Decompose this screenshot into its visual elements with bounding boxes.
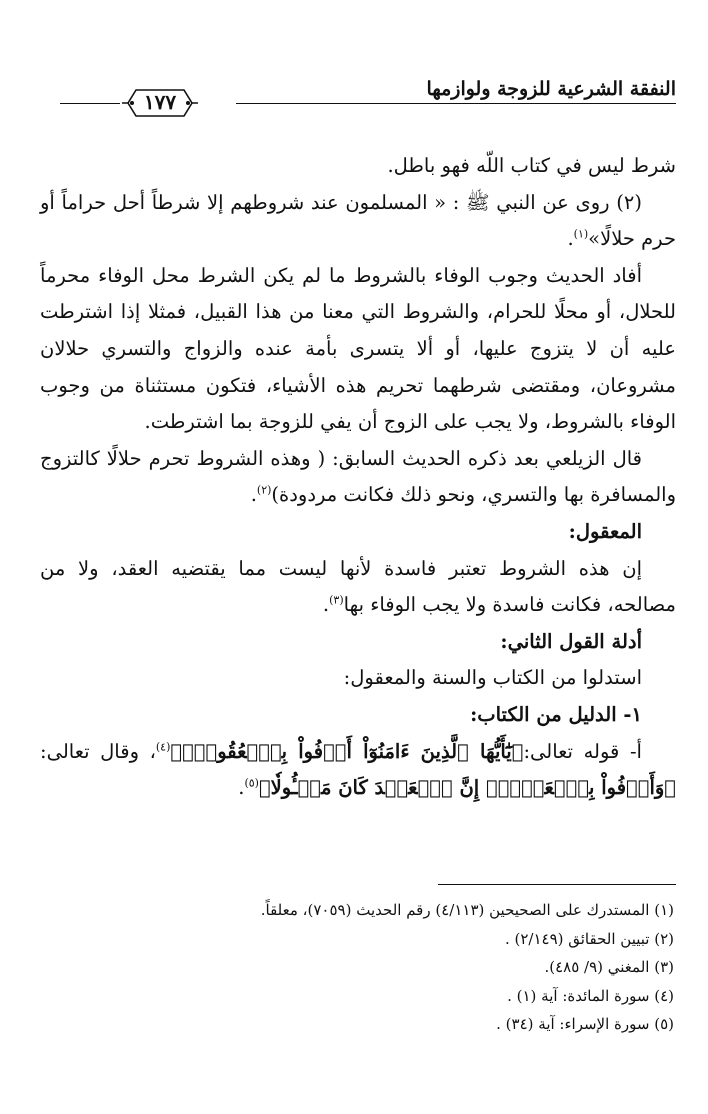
verse-connector: ، وقال تعالى: — [40, 739, 156, 763]
quran-verse: ﴿يَٰٓأَيُّهَا ٱلَّذِينَ ءَامَنُوٓاْ أَوۡفُواْ بِٱلۡعُقُودِۚ﴾ — [170, 739, 524, 763]
footnote-ref: (٤) — [155, 740, 171, 753]
page-number: ١٧٧ — [143, 90, 177, 114]
header-rule-left — [60, 103, 120, 104]
subsection-heading: ١- الدليل من الكتاب: — [470, 702, 642, 726]
paragraph: شرط ليس في كتاب اللّه فهو باطل. — [387, 154, 676, 177]
hadith-text: (٢) روى عن النبي ﷺ : « المسلمون عند شروطهم إلا شرطاً أحل حراماً أو حرم حلالًا» — [40, 190, 676, 251]
paragraph-verses — [40, 734, 676, 807]
quote-text: قال الزيلعي بعد ذكره الحديث السابق: ( وهذه الشروط تحرم حلالًا كالتزوج والمسافرة بها والتسري، ونحو ذلك فكانت مردودة) — [40, 446, 676, 507]
reasoning-text: إن هذه الشروط تعتبر فاسدة لأنها ليست مما يقتضيه العقد، ولا من مصالحه، فكانت فاسدة ولا يجب الوفاء بها — [40, 556, 676, 617]
section-heading: أدلة القول الثاني: — [500, 629, 642, 653]
paragraph-zaylai — [40, 441, 676, 514]
page-number-frame — [118, 86, 202, 120]
footnote: (١) المستدرك على الصحيحين (٤/١١٣) رقم الحديث (٧٠٥٩)، معلقاً. — [260, 901, 674, 919]
punctuation: . — [567, 227, 574, 251]
paragraph-hadith — [40, 185, 676, 258]
main-text — [40, 148, 676, 807]
footnote-ref: (١) — [573, 227, 589, 241]
running-title: النفقة الشرعية للزوجة ولوازمها — [426, 78, 676, 100]
punctuation: . — [250, 483, 257, 507]
footnote-separator — [438, 884, 676, 885]
punctuation: . — [238, 776, 245, 800]
footnote: (٢) تبيين الحقائق (٢/١٤٩) . — [504, 929, 674, 948]
footnote: (٤) سورة المائدة: آية (١) . — [507, 986, 674, 1005]
header-rule — [236, 103, 676, 104]
footnote: (٣) المغني (٩/ ٤٨٥). — [544, 958, 674, 977]
paragraph: أفاد الحديث وجوب الوفاء بالشروط ما لم يكن الشرط محل الوفاء محرماً للحلال، أو محلًا للحرام، والشروط التي معنا من هذا القبيل، فمثلا إذا اشترطت عليه أن لا يتزوج عليها، أو ألا يتسرى بأمة عنده والزواج والتسري حلالان مشروعان، ومقتضى شرطهما تحريم هذه الأشياء، فتكون مستثناة من وجوب الوفاء بالشروط، ولا يجب على الزوج أن يفي للزوجة بما اشترطت. — [40, 263, 676, 434]
section-heading: المعقول: — [568, 519, 642, 543]
paragraph: استدلوا من الكتاب والسنة والمعقول: — [343, 666, 642, 690]
footnote: (٥) سورة الإسراء: آية (٣٤) . — [496, 1015, 674, 1034]
page-header — [60, 66, 676, 126]
footnotes — [40, 896, 674, 1039]
footnote-ref: (٥) — [244, 776, 259, 790]
verse-intro: أ- قوله تعالى: — [523, 739, 642, 763]
punctuation: . — [322, 593, 330, 617]
footnote-ref: (٢) — [256, 483, 272, 497]
footnote-ref: (٣) — [329, 593, 344, 607]
paragraph-reasoning — [40, 551, 676, 624]
quran-verse: ﴿وَأَوۡفُواْ بِٱلۡعَهۡدِۖ إِنَّ ٱلۡعَهۡدَ كَانَ مَسۡـُٔولٗا﴾ — [258, 776, 676, 800]
